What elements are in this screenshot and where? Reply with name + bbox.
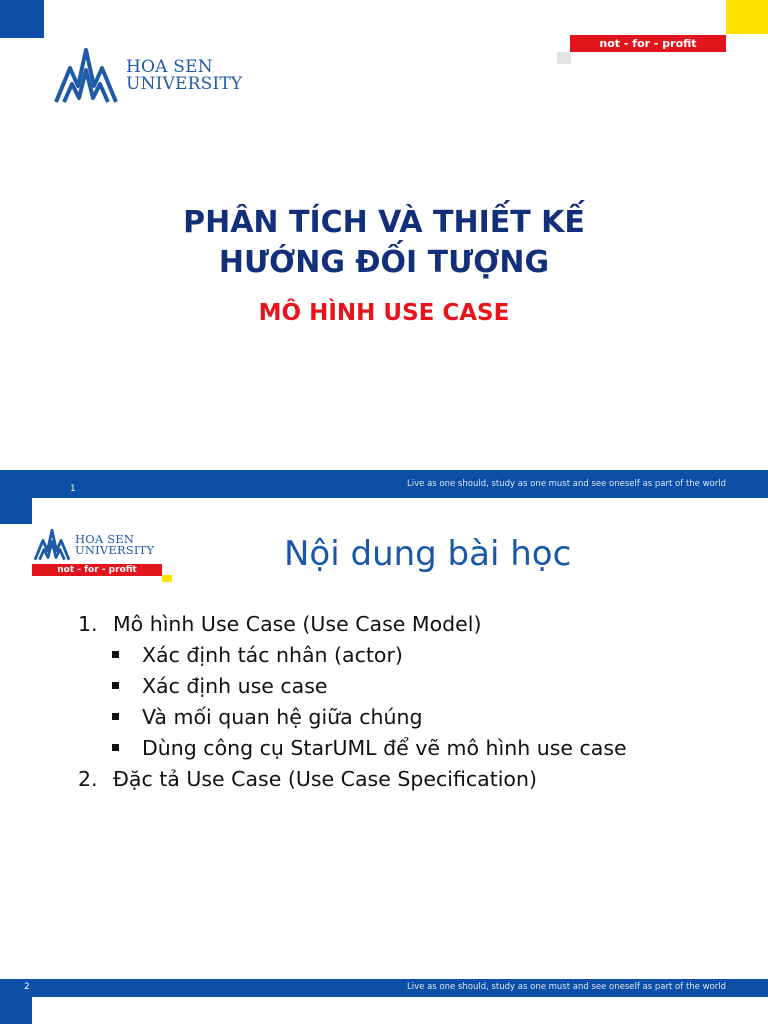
logo-yellow-square [162,575,172,582]
item-text: Xác định use case [142,674,328,698]
university-logo [52,46,242,106]
corner-blue-square [0,498,32,524]
slide-footer [0,979,768,997]
slide-footer [0,470,768,498]
footer-blue-block [0,997,32,1024]
slide-1[interactable] [0,0,768,498]
lotus-logo-icon [32,528,72,562]
logo-line-1: HOA SEN [126,57,213,77]
logo-line-2: UNIVERSITY [126,74,243,94]
page-number: 1 [70,484,76,494]
bullet-icon [112,744,119,751]
corner-yellow-square [726,0,768,34]
item-text: Dùng công cụ StarUML để vẽ mô hình use case [142,736,627,760]
item-text: Xác định tác nhân (actor) [142,643,403,667]
logo-line-2: UNIVERSITY [75,543,155,557]
bullet-icon [112,682,119,689]
logo-line-1: HOA SEN [75,531,135,546]
item-text: Đặc tả Use Case (Use Case Specification) [113,767,537,791]
item-number: 1. [78,612,98,636]
slide-2[interactable] [0,498,768,1024]
corner-grey-square [557,52,571,64]
item-number: 2. [78,767,98,791]
not-for-profit-banner: not - for - profit [32,564,162,576]
footer-motto: Live as one should, study as one must and see oneself as part of the world [407,479,726,489]
footer-blue-block [0,470,32,498]
corner-blue-square [0,0,44,38]
slide-title-line-2: HƯỚNG ĐỐI TƯỢNG [218,245,550,280]
bullet-icon [112,713,119,720]
item-text: Mô hình Use Case (Use Case Model) [113,612,482,636]
university-logo [32,528,154,562]
not-for-profit-banner: not - for - profit [570,35,726,52]
bullet-icon [112,651,119,658]
slide-title: Nội dung bài học [284,534,572,574]
lotus-logo-icon [52,46,120,106]
page-number: 2 [24,982,30,992]
slide-subtitle: MÔ HÌNH USE CASE [258,300,510,326]
slide-title-line-1: PHÂN TÍCH VÀ THIẾT KẾ [183,205,585,240]
item-text: Và mối quan hệ giữa chúng [142,705,423,729]
footer-motto: Live as one should, study as one must and see oneself as part of the world [407,982,726,992]
